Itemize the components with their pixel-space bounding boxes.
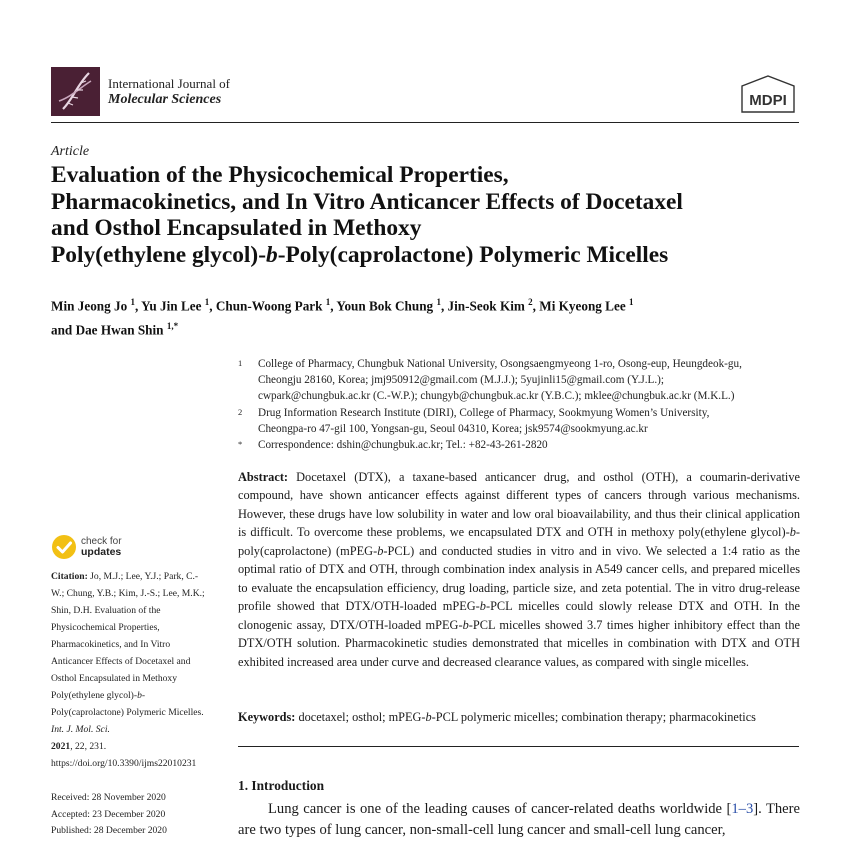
affiliations bbox=[238, 356, 803, 453]
title-part: Poly(ethylene glycol)- bbox=[51, 241, 267, 268]
section-heading: 1. Introduction bbox=[238, 778, 325, 793]
publication-dates bbox=[51, 790, 211, 840]
title-line: Pharmacokinetics, and In Vitro Anticancer Effects of Docetaxel bbox=[51, 188, 683, 215]
citation-text: -Poly(caprolactone) Polymeric Micelles. bbox=[51, 690, 204, 718]
title-line bbox=[51, 242, 811, 269]
abstract-text: Docetaxel (DTX), a taxane-based anticancer drug, and osthol (OTH), a coumarin-derivative compound, have shown anticancer effects against different types of cancers through various mechanisms. However, these drugs have low solubility in water and low oral bioavailability, and thus their clinical application is difficult. To overcome these problems, we encapsulated DTX and OTH in methoxy poly(ethylene glycol)- bbox=[238, 470, 800, 540]
intro-text: ]. There are two types of lung cancer, non-small-cell lung cancer and small-cell lung cancer, bbox=[238, 801, 800, 838]
affiliation-line: Cheongju 28160, Korea; jmj950912@gmail.com (M.J.J.); 5yujinli15@gmail.com (Y.J.L.); bbox=[258, 374, 665, 387]
affiliation-item bbox=[238, 405, 803, 437]
journal-logo bbox=[51, 67, 100, 116]
abstract-label: Abstract: bbox=[238, 470, 289, 484]
title-line: and Osthol Encapsulated in Methoxy bbox=[51, 215, 422, 241]
citation-block bbox=[51, 568, 211, 772]
check-for-updates-badge[interactable] bbox=[51, 534, 181, 562]
affiliation-mark: 1 bbox=[238, 358, 243, 368]
author-affiliation-mark: 1 bbox=[325, 297, 331, 307]
article-type: Article bbox=[51, 144, 90, 159]
abstract-text: -PCL) and conducted studies in vitro and in vivo. We selected a 1:4 ratio as the optimal ratio of DTX and OTH, through combination index analysis in A549 cancer cells, and prepared micelles to evaluate the encapsulation efficiency, drug loading, particle size, and zeta potential. The in vitro drug-release profile showed that DTX/OTH-loaded mPEG- bbox=[238, 543, 800, 614]
abstract-italic: b bbox=[377, 543, 384, 558]
affiliation-line: Correspondence: dshin@chungbuk.ac.kr; Tel.: +82-43-261-2820 bbox=[258, 439, 548, 452]
author-affiliation-mark: 1 bbox=[436, 297, 441, 307]
keywords-label: Keywords: bbox=[238, 710, 296, 724]
keywords-text: -PCL polymeric micelles; combination therapy; pharmacokinetics bbox=[431, 710, 756, 724]
citation-label: Citation: bbox=[51, 571, 88, 582]
abstract-text: -PCL micelles could slowly release DTX and OTH. In the clonogenic assay, DTX/OTH-loaded mPEG- bbox=[238, 599, 800, 632]
citation-year: 2021 bbox=[51, 741, 71, 752]
abstract-italic: b bbox=[479, 599, 486, 614]
affiliation-item bbox=[238, 356, 803, 405]
journal-header bbox=[51, 66, 799, 123]
affiliation-line: College of Pharmacy, Chungbuk National University, Osongsaengmyeong 1-ro, Osong-eup, Heungdeok-gu, bbox=[258, 358, 742, 370]
mdpi-logo-text: MDPI bbox=[749, 92, 787, 109]
reference-link[interactable]: 1 bbox=[731, 801, 739, 817]
author-name[interactable]: Chun-Woong Park bbox=[215, 298, 323, 314]
title-part: -Poly(caprolactone) Polymeric Micelles bbox=[277, 241, 669, 268]
citation-text: Jo, M.J.; Lee, Y.J.; Park, C.-W.; Chung, Y.B.; Kim, J.-S.; Lee, M.K.; Shin, D.H. Evaluation of the Physicochemical Properties, Pharmacokinetics, and In Vitro Anticancer Effects of Docetaxel and Osthol Encapsulated in Methoxy Poly(ethylene glycol)- bbox=[51, 571, 205, 701]
affiliation-line: Drug Information Research Institute (DIRI), College of Pharmacy, Sookmyung Women’s University, bbox=[258, 406, 710, 419]
author-affiliation-mark: 1 bbox=[130, 297, 135, 307]
citation-italic: b bbox=[137, 690, 142, 701]
accepted-date: Accepted: 23 December 2020 bbox=[51, 808, 166, 820]
affiliation-line: cwpark@chungbuk.ac.kr (C.-W.P.); chungyb@chungbuk.ac.kr (Y.B.C.); mklee@chungbuk.ac.kr (M.K.L.) bbox=[258, 390, 735, 403]
dna-helix-icon bbox=[51, 67, 100, 116]
header-divider bbox=[51, 122, 799, 123]
author-name[interactable]: Youn Bok Chung bbox=[336, 298, 434, 314]
journal-name-line2: Molecular Sciences bbox=[108, 92, 222, 107]
keywords-italic: b bbox=[425, 710, 432, 724]
author-name[interactable]: Yu Jin Lee bbox=[141, 298, 202, 314]
title-line: Evaluation of the Physicochemical Properties, bbox=[51, 162, 509, 188]
author-affiliation-mark: 1,* bbox=[166, 321, 179, 332]
author-affiliation-mark: 1 bbox=[204, 297, 210, 307]
abstract-italic: b bbox=[789, 525, 796, 540]
author-affiliation-mark: 2 bbox=[528, 297, 533, 307]
check-icon bbox=[52, 535, 76, 559]
author-name[interactable]: Min Jeong Jo bbox=[51, 298, 128, 314]
journal-name bbox=[108, 76, 230, 108]
author-conjunction: and bbox=[51, 322, 73, 338]
correspondence bbox=[238, 437, 803, 453]
citation-doi[interactable]: , 22, 231. https://doi.org/10.3390/ijms22010231 bbox=[51, 741, 197, 769]
author-name[interactable]: Dae Hwan Shin bbox=[75, 322, 164, 338]
check-text-line1: check for bbox=[81, 536, 122, 547]
check-text-line2: updates bbox=[81, 546, 122, 558]
abstract-text: -PCL micelles showed 3.7 times higher inhibitory effect than the DTX/OTH solution. Pharmacokinetic studies demonstrated that micelles in combination with DTX and OTH exhibited increased area under curve and decreased clearance values, as compared with single micelles. bbox=[238, 617, 800, 669]
reference-dash: – bbox=[738, 801, 746, 817]
title-part-italic: b bbox=[266, 241, 278, 268]
author-affiliation-mark: 1 bbox=[628, 297, 634, 307]
author-name[interactable]: Mi Kyeong Lee bbox=[539, 298, 626, 314]
section-divider bbox=[238, 746, 799, 747]
citation-journal: Int. J. Mol. Sci. bbox=[51, 724, 110, 735]
keywords-text: docetaxel; osthol; mPEG- bbox=[295, 710, 426, 724]
journal-name-line1: International Journal of bbox=[108, 76, 231, 91]
keywords bbox=[238, 708, 803, 726]
affiliation-mark: 2 bbox=[238, 406, 243, 417]
abstract bbox=[238, 468, 800, 671]
reference-link[interactable]: 3 bbox=[745, 801, 754, 817]
page-title bbox=[51, 162, 811, 268]
author-list: Min Jeong Jo $^1$, Yu Jin Lee $^1$, Chun-Woong Park $^1$, Youn Bok Chung $^1$, Jin-Seok Kim $^2$, Mi Kyeong Lee $^1$ and Dae Hwan Shin $^{1,*}$ bbox=[51, 297, 634, 338]
abstract-text: -poly(caprolactone) (mPEG- bbox=[238, 525, 800, 558]
intro-paragraph bbox=[238, 799, 800, 841]
published-date: Published: 28 December 2020 bbox=[51, 825, 167, 836]
affiliation-line: Cheongpa-ro 47-gil 100, Yongsan-gu, Seoul 04310, Korea; jsk9574@sookmyung.ac.kr bbox=[258, 422, 648, 435]
author-name[interactable]: Jin-Seok Kim bbox=[447, 298, 525, 314]
intro-text: Lung cancer is one of the leading causes of cancer-related deaths worldwide [ bbox=[268, 801, 732, 817]
affiliation-mark: * bbox=[238, 439, 243, 450]
received-date: Received: 28 November 2020 bbox=[51, 792, 166, 803]
mdpi-logo bbox=[739, 74, 797, 114]
abstract-italic: b bbox=[462, 617, 469, 632]
